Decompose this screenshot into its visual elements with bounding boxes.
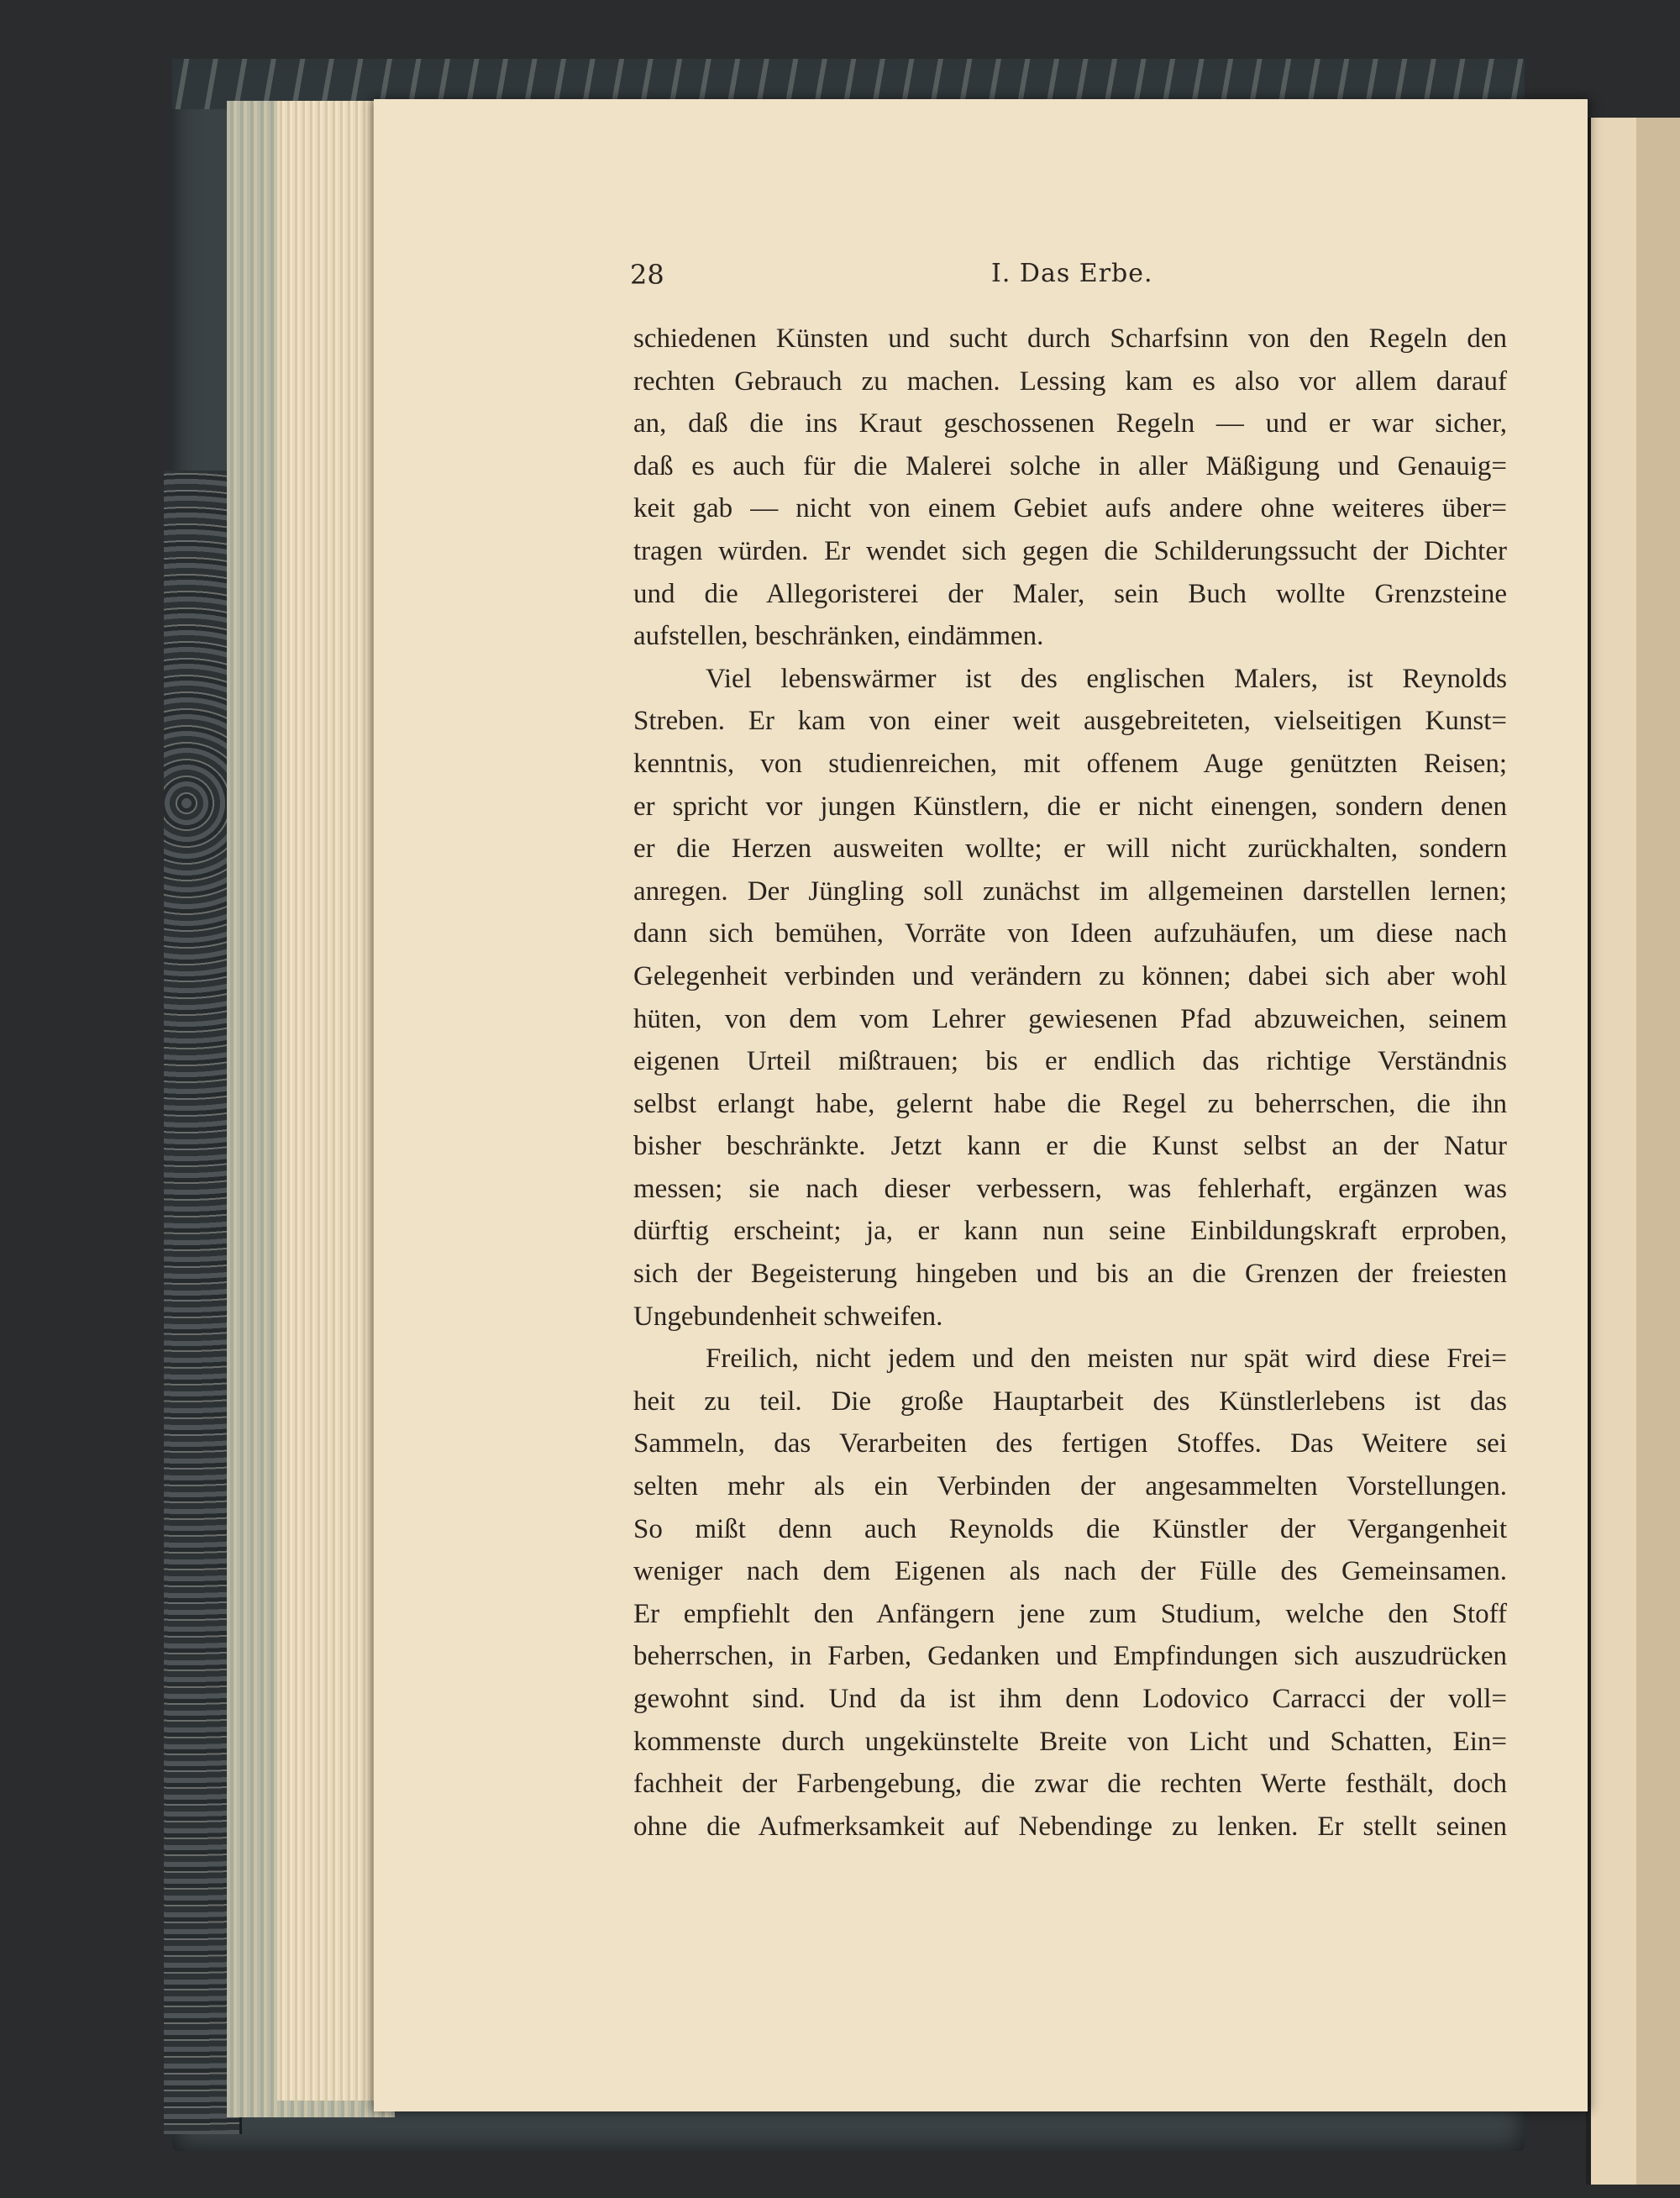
text-line: tragen würden. Er wendet sich gegen die Schilderungssucht der Dichter [633, 535, 1507, 566]
page-header [630, 254, 1512, 296]
text-line: und die Allegoristerei der Maler, sein Buch wollte Grenzsteine [633, 578, 1507, 609]
text-line: rechten Gebrauch zu machen. Lessing kam es also vor allem darauf [633, 365, 1507, 397]
text-line: kommenste durch ungekünstelte Breite von Licht und Schatten, Ein= [633, 1726, 1507, 1757]
text-line: eigenen Urteil mißtrauen; bis er endlich das richtige Verständnis [633, 1046, 1507, 1077]
text-line: an, daß die ins Kraut geschossenen Regeln — und er war sicher, [633, 408, 1507, 439]
text-line: aufstellen, beschränken, eindämmen. [633, 621, 1044, 652]
text-line: keit gab — nicht von einem Gebiet aufs andere ohne weiteres über= [633, 493, 1507, 524]
text-line: heit zu teil. Die große Hauptarbeit des Künstlerlebens ist das [633, 1386, 1507, 1417]
text-line: sich der Begeisterung hingeben und bis an die Grenzen der freiesten [633, 1259, 1507, 1290]
text-line: er spricht vor jungen Künstlern, die er nicht einengen, sondern denen [633, 791, 1507, 822]
text-line: schiedenen Künsten und sucht durch Scharfsinn von den Regeln den [633, 323, 1507, 354]
text-line: ohne die Aufmerksamkeit auf Nebendinge zu lenken. Er stellt seinen [633, 1811, 1507, 1842]
text-line: weniger nach dem Eigenen als nach der Fülle des Gemeinsamen. [633, 1556, 1507, 1587]
text-line: daß es auch für die Malerei solche in aller Mäßigung und Genauig= [633, 450, 1507, 481]
running-title: I. Das Erbe. [991, 259, 1153, 288]
text-line: bisher beschränkte. Jetzt kann er die Kunst selbst an der Natur [633, 1131, 1507, 1162]
text-line: er die Herzen ausweiten wollte; er will nicht zurückhalten, sondern [633, 833, 1507, 865]
text-line: dann sich bemühen, Vorräte von Ideen aufzuhäufen, um diese nach [633, 918, 1507, 949]
text-line: fachheit der Farbengebung, die zwar die rechten Werte festhält, doch [633, 1769, 1507, 1800]
text-line: selbst erlangt habe, gelernt habe die Regel zu beherrschen, die ihn [633, 1088, 1507, 1119]
text-line: Er empfiehlt den Anfängern jene zum Studium, welche den Stoff [633, 1598, 1507, 1629]
text-line: Viel lebenswärmer ist des englischen Malers, ist Reynolds [706, 663, 1507, 694]
text-line: gewohnt sind. Und da ist ihm denn Lodovico Carracci der voll= [633, 1684, 1507, 1714]
text-line: selten mehr als ein Verbinden der angesammelten Vorstellungen. [633, 1471, 1507, 1502]
page-number: 28 [630, 259, 664, 291]
text-line: Streben. Er kam von einer weit ausgebreiteten, vielseitigen Kunst= [633, 706, 1507, 737]
text-line: So mißt denn auch Reynolds die Künstler der Vergangenheit [633, 1513, 1507, 1544]
text-line: dürftig erscheint; ja, er kann nun seine Einbildungskraft erproben, [633, 1216, 1507, 1247]
text-line: anregen. Der Jüngling soll zunächst im allgemeinen darstellen lernen; [633, 876, 1507, 907]
body-text [633, 318, 1507, 2032]
text-line: messen; sie nach dieser verbessern, was fehlerhaft, ergänzen was [633, 1173, 1507, 1204]
text-line: Ungebundenheit schweifen. [633, 1301, 943, 1332]
text-line: beherrschen, in Farben, Gedanken und Empfindungen sich auszudrücken [633, 1641, 1507, 1672]
text-line: hüten, von dem vom Lehrer gewiesenen Pfad abzuweichen, seinem [633, 1003, 1507, 1034]
text-line: Freilich, nicht jedem und den meisten nur spät wird diese Frei= [706, 1344, 1507, 1375]
facing-page-edge [1586, 118, 1680, 2185]
text-line: Sammeln, das Verarbeiten des fertigen Stoffes. Das Weitere sei [633, 1428, 1507, 1459]
text-line: kenntnis, von studienreichen, mit offenem Auge genützten Reisen; [633, 748, 1507, 779]
text-line: Gelegenheit verbinden und verändern zu können; dabei sich aber wohl [633, 960, 1507, 991]
